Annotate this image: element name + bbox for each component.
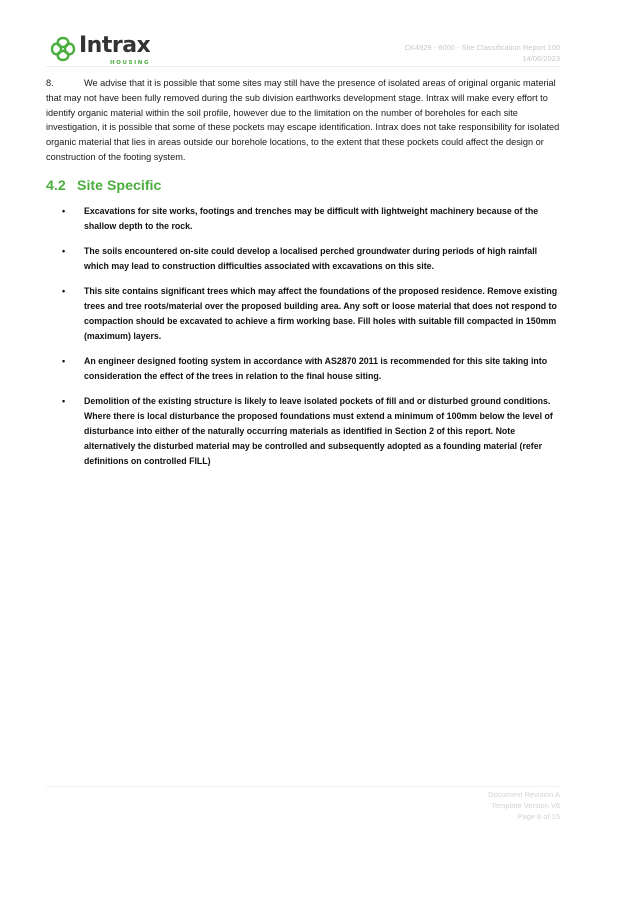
list-item-text: An engineer designed footing system in accordance with AS2870 2011 is recommended for this site taking into consideration the effect of the trees in relation to the final house siting. xyxy=(84,356,548,381)
logo-wordmark: Intrax xyxy=(79,33,151,58)
site-specific-list xyxy=(62,204,562,479)
bullet-icon: • xyxy=(62,206,66,216)
list-item xyxy=(62,204,562,234)
bullet-icon: • xyxy=(62,286,66,296)
bullet-icon: • xyxy=(62,396,66,406)
section-number: 4.2 xyxy=(46,178,66,194)
document-revision: Document Revision A xyxy=(488,790,560,799)
section-title: Site Specific xyxy=(77,178,162,194)
bullet-icon: • xyxy=(62,246,66,256)
header-meta xyxy=(404,43,560,64)
header-divider xyxy=(46,66,560,67)
intrax-leaf-icon xyxy=(50,36,76,62)
list-item-text: Demolition of the existing structure is likely to leave isolated pockets of fill and or disturbed ground conditions. Where there is local disturbance the proposed foundations must extend a minimum of 100mm below the level of disturbance into either of the naturally occurring materials as identified in Section 2 of this report. Note alternatively the disturbed material may be controlled and subsequently adopted as a founding material (refer definitions on controlled FILL) xyxy=(84,396,553,466)
footer-meta xyxy=(488,789,560,822)
section-heading xyxy=(46,178,161,194)
report-date: 14/06/2023 xyxy=(522,53,560,63)
page-number: Page 8 of 15 xyxy=(517,812,560,821)
intrax-logo xyxy=(50,33,160,70)
clause-number: 8. xyxy=(46,78,54,88)
list-item xyxy=(62,284,562,344)
list-item xyxy=(62,244,562,274)
list-item-text: The soils encountered on-site could develop a localised perched groundwater during periods of high rainfall which may lead to construction difficulties associated with excavations on this site. xyxy=(84,246,538,271)
list-item-text: Excavations for site works, footings and trenches may be difficult with lightweight machinery because of the shallow depth to the rock. xyxy=(84,206,539,231)
footer-divider xyxy=(46,786,560,787)
template-version: Template Version V6 xyxy=(491,801,560,810)
clause-text: We advise that it is possible that some sites may still have the presence of isolated areas of original organic material that may not have been fully removed during the sub division earthworks development stage. Intrax will make every effort to identify organic material within the soil profile, however due to the limitation on the number of boreholes for each site investigation, it is possible that some of these pockets may escape identification. Intrax does not take responsibility for isolated organic material that lies in areas outside our borehole locations, to the extent that these pockets could affect the design or construction of the footing system. xyxy=(46,78,560,162)
bullet-icon: • xyxy=(62,356,66,366)
logo-subtitle: HOUSING xyxy=(110,60,151,66)
report-reference: CK4929 - 6000 - Site Classification Report 100 xyxy=(404,43,560,52)
list-item xyxy=(62,354,562,384)
clause-paragraph xyxy=(46,76,560,165)
list-item-text: This site contains significant trees which may affect the foundations of the proposed residence. Remove existing trees and tree roots/material over the proposed building area. Any soft or loose material that does not respond to compaction should be excavated to achieve a firm working base. Fill holes with suitable fill compacted in 150mm (maximum) layers. xyxy=(84,286,558,341)
list-item xyxy=(62,394,562,469)
